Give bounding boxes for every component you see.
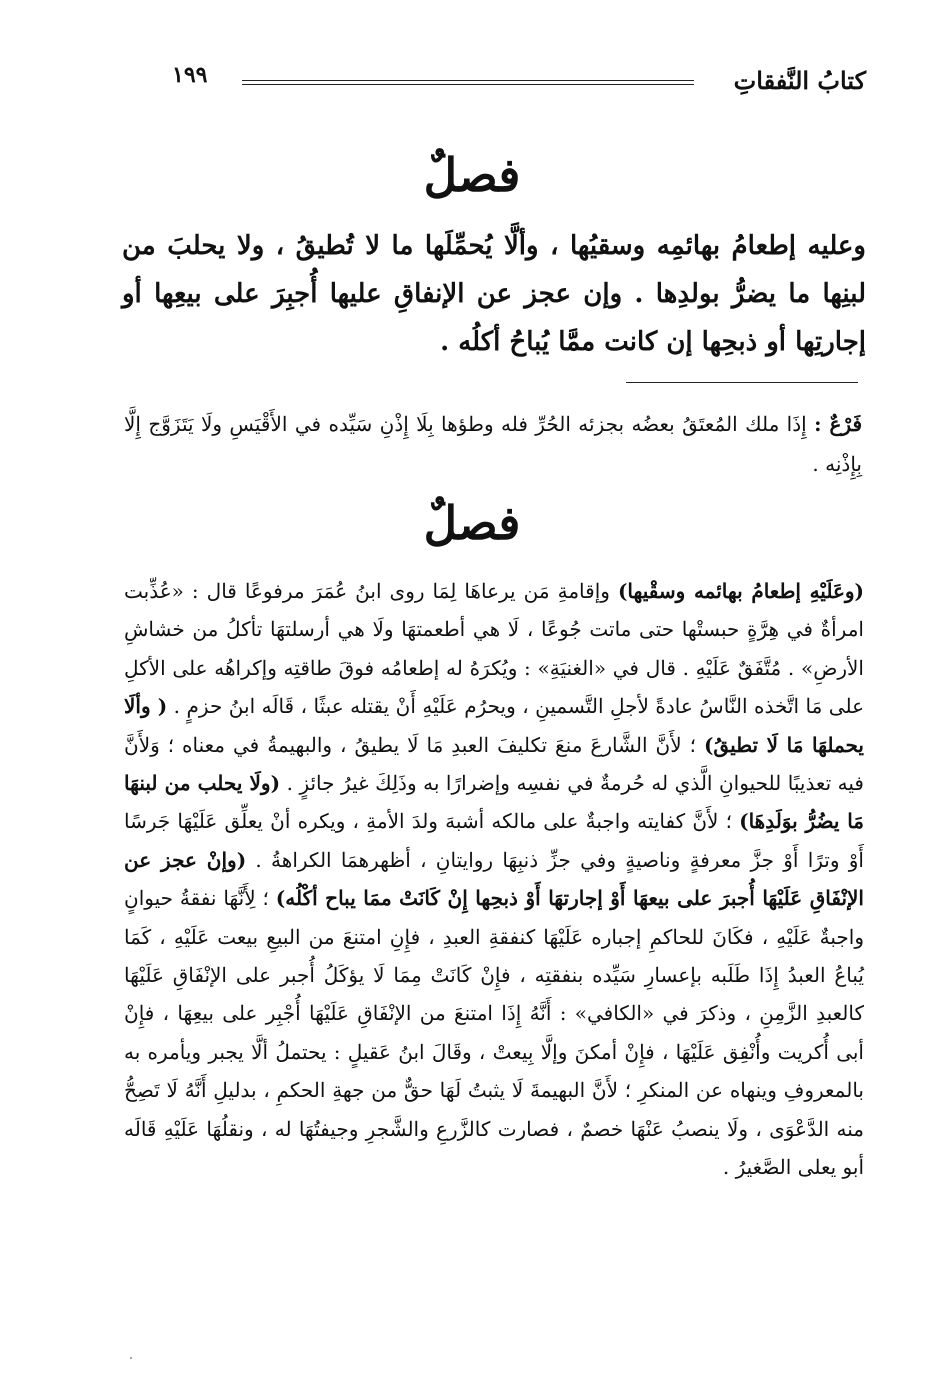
quoted-matn: (وإنْ عجز عن الإنْفَاقِ عَلَيْهَا أُجبرَ على بيعهَا أَوْ إجارتهَا أَوْ ذبحِها إِنْ كَانَتْ ممَا يباح أكْلُه) [124,847,864,911]
footnote-divider [626,382,858,383]
commentary-text: ؛ لأَنَّ كفايته واجبةٌ على مالكه أشبهَ ولدَ الأمةِ ، ويكره أنْ يعلِّق عَلَيْهَا جَرسًا أَوْ وترًا أَوْ جزَّ معرفةٍ وناصيةٍ وفي جزِّ ذنبِهَا روايتانِ ، أظهرهمَا الكراهةُ . [124,809,864,872]
commentary-text: ؛ لِأَنَّهَا نفقةُ حيوانٍ واجبةٌ عَلَيْهِ ، فكَانَ للحاكمِ إجباره عَلَيْهَا كنفقةِ العبدِ ، فإِنِ امتنعَ من البيعِ بيعت عَلَيْهِ ، كَمَا يُباعُ العبدُ إِذَا طَلَبه بإعسارِ سَيِّده بنفقتِه ، فإِنْ كَانَتْ مِمَا لَا يؤكَلُ أُجبر على الإنْفَاقِ عَلَيْهَا كالعبدِ الزَّمِنِ ، وذكرَ في «الكافي» : أَنَّهُ إِذَا امتنعَ من الإنْفَاقِ عَلَيْهَا أُجْبِر على بيعِهَا ، فإِنْ أبى أُكريت وأُنْفِق عَلَيْهَا ، فإِنْ أمكنَ وإلَّا بِيعتْ ، وقَالَ ابنُ عَقيلٍ : يحتملُ ألَّا يجبر ويأمره به بالمعروفِ وينهاه عن المنكرِ ؛ لأَنَّ البهيمةَ لَا يثبتُ لَهَا حقٌّ من جهةِ الحكمِ ، بدليلِ أَنَّهُ لَا تَصِحُّ منه الدَّعْوَى ، ولَا ينصبُ عَنْهَا خصمٌ ، فصارت كالزَّرعِ والشَّجرِ وجيفتُهَا له ، ونقلُهَا عَلَيْهِ قَالَه أبو يعلى الصَّغيرُ . [124,886,864,1180]
footnote-label: فَرْعٌ : [814,412,863,436]
margin-speck [130,1357,132,1359]
quoted-matn: (ولَا يحلب من لبنهَا مَا يضُرُّ بوَلَدِهَا) [124,771,864,834]
footnote-text: إِذَا ملك المُعتَقُ بعضُه بجزئه الحُرِّ فله وطؤها بِلَا إِذْنِ سَيِّده في الأَقْيَسِ ولَا يَتَزَوَّج إِلَّا بِإِذْنِه . [124,412,862,476]
commentary-text: ؛ لأَنَّ الشَّارعَ منعَ تكليفَ العبدِ مَا لَا يطيقُ ، والبهيمةُ في معناه ؛ وَلأَنَّ فيه تعذيبًا للحيوانِ الَّذي له حُرمةٌ في نفسِه وإضرارًا به وذَلِكَ غيرُ جائزٍ . [124,732,864,796]
running-header [172,62,866,102]
page-number: ١٩٩ [172,62,208,88]
header-rule [242,80,694,85]
quoted-matn: (وعَلَيْهِ إطعامُ بهائمه وسقْيها) [617,579,864,603]
commentary-paragraph [124,572,864,1187]
commentary-text: وإقامةِ مَن يرعاهَا لِمَا روى ابنُ عُمَرَ مرفوعًا قال : «عُذِّبت امرأةٌ في هِرَّةٍ حبستْها حتى ماتت جُوعًا ، لَا هي أطعمتهَا ولَا هي أرسلتهَا تأكلُ من خشاشِ الأرضِ» . مُتَّفَقٌ عَلَيْهِ . قال في «الغنيَةِ» : ويُكرَهُ له إطعامُه فوقَ طاقتِه وإكراهُه على الأكلِ على مَا اتَّخذه النَّاسُ عادةً لأجلِ التَّسمينِ ، ويحرُم عَلَيْهِ أَنْ يقتله عبثًا ، قَالَه ابنُ حزمٍ . [124,579,865,719]
main-text-paragraph: وعليه إطعامُ بهائمِه وسقيُها ، وألَّا يُحمِّلَها ما لا تُطيقُ ، ولا يحلبَ من لبنِها ما يضرُّ بولدِها . وإن عجز عن الإنفاقِ عليها أُجبِرَ على بيعِها أو إجارتِها أو ذبحِها إن كانت ممَّا يُباحُ أكلُه . [122,231,866,357]
footnote [124,404,862,484]
quoted-matn: ( وألَا يحملهَا مَا لَا تطيقُ) [124,694,865,757]
commentary-heading: فصلٌ [423,496,521,550]
book-title: كتابُ النَّفقاتِ [733,66,866,95]
section-heading: فصلٌ [423,148,521,202]
